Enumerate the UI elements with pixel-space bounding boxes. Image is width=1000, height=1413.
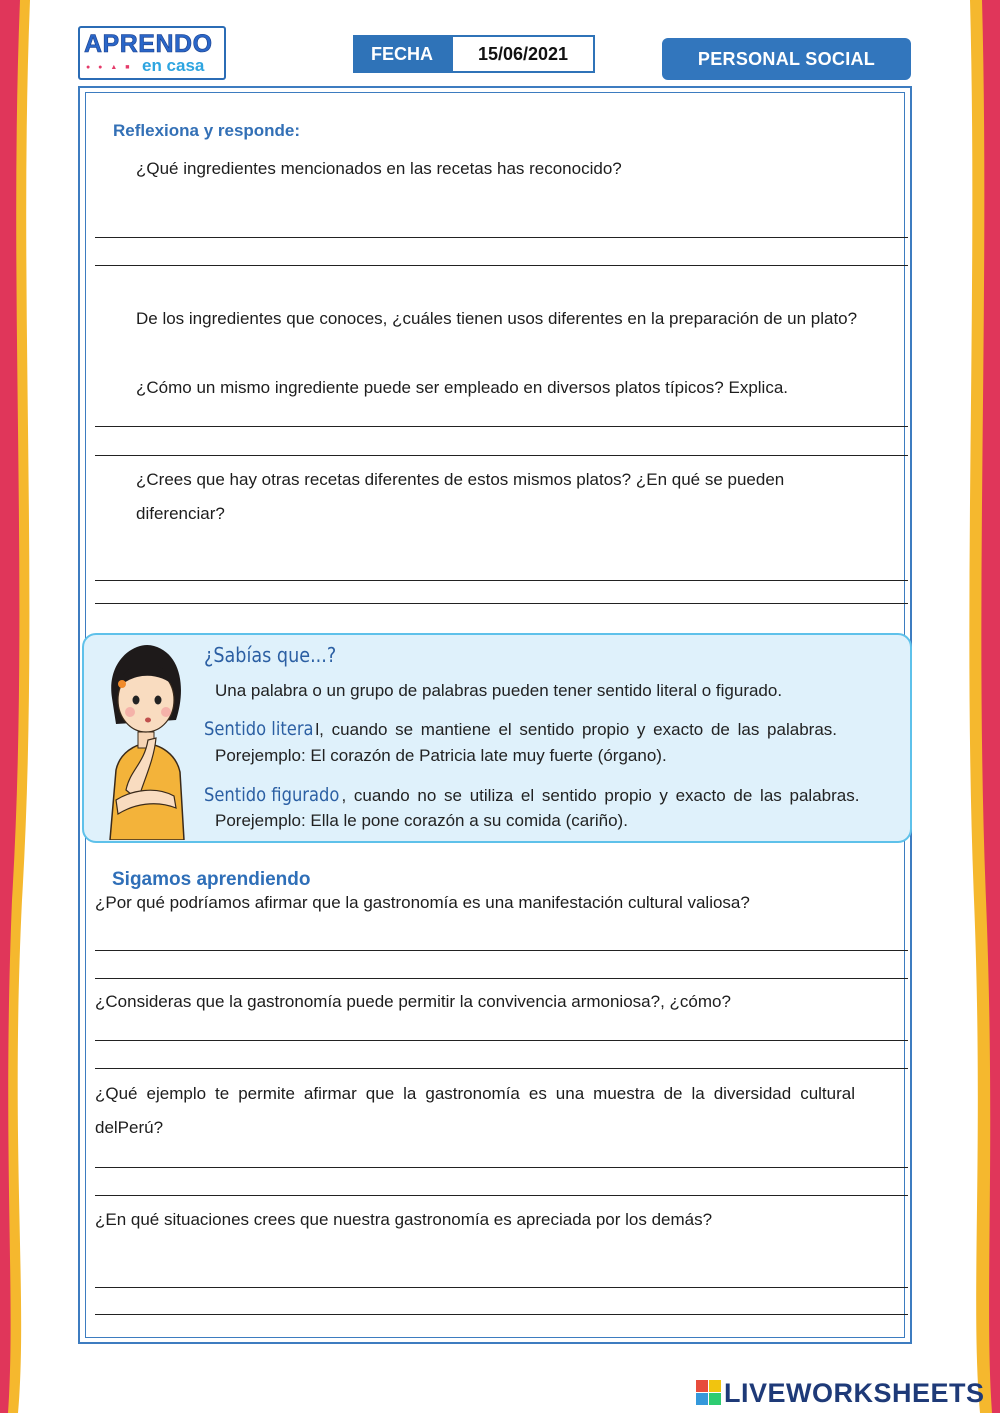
liveworksheets-text: LIVEWORKSHEETS — [724, 1377, 985, 1408]
answer-line[interactable] — [95, 580, 908, 581]
answer-line[interactable] — [95, 1195, 908, 1196]
sigamos-question-1: ¿Por qué podríamos afirmar que la gastronomía es una manifestación cultural valiosa? — [95, 893, 750, 912]
answer-line[interactable] — [95, 1040, 908, 1041]
answer-line[interactable] — [95, 455, 908, 456]
subject-badge: PERSONAL SOCIAL — [662, 38, 911, 80]
sigamos-question-4: ¿En qué situaciones crees que nuestra gastronomía es apreciada por los demás? — [95, 1210, 713, 1229]
logo-main-text: APRENDO — [84, 30, 213, 58]
answer-line[interactable] — [95, 603, 908, 604]
left-decorative-stripes — [0, 0, 48, 1413]
liveworksheets-brand — [696, 1376, 996, 1410]
fecha-label: FECHA — [353, 35, 451, 73]
reflexiona-question-2: De los ingredientes que conoces, ¿cuáles tienen usos diferentes en la preparación de un plato? — [136, 309, 858, 328]
right-decorative-stripes — [940, 0, 1000, 1413]
figurado-text: , cuando no se utiliza el sentido propio y exacto de las palabras. — [341, 786, 860, 805]
figurado-term: Sentido figurado — [204, 784, 340, 806]
fecha-value: 15/06/2021 — [451, 35, 595, 73]
figurado-definition — [204, 784, 894, 806]
answer-line[interactable] — [95, 1167, 908, 1168]
figurado-example: Porejemplo: Ella le pone corazón a su comida (cariño). — [215, 811, 628, 830]
answer-line[interactable] — [95, 426, 908, 427]
literal-definition — [204, 718, 894, 740]
logo-sub-text: en casa — [142, 56, 205, 75]
sabias-que-title: ¿Sabías que...? — [204, 643, 337, 667]
sigamos-heading: Sigamos aprendiendo — [112, 869, 311, 890]
liveworksheets-logo-icon — [696, 1380, 722, 1406]
answer-line[interactable] — [95, 237, 908, 238]
reflexiona-question-3: ¿Cómo un mismo ingrediente puede ser empleado en diversos platos típicos? Explica. — [136, 378, 789, 397]
reflexiona-heading: Reflexiona y responde: — [113, 121, 301, 140]
sigamos-question-2: ¿Consideras que la gastronomía puede permitir la convivencia armoniosa?, ¿cómo? — [95, 992, 731, 1011]
answer-line[interactable] — [95, 950, 908, 951]
reflexiona-question-1: ¿Qué ingredientes mencionados en las recetas has reconocido? — [136, 159, 622, 178]
sabias-intro: Una palabra o un grupo de palabras pueden tener sentido literal o figurado. — [215, 681, 783, 700]
answer-line[interactable] — [95, 1314, 908, 1315]
reflexiona-question-4: ¿Crees que hay otras recetas diferentes de estos mismos platos? ¿En qué se pueden diferenciar? — [136, 470, 785, 523]
sigamos-question-3: ¿Qué ejemplo te permite afirmar que la gastronomía es una muestra de la diversidad cultural delPerú? — [95, 1084, 855, 1137]
answer-line[interactable] — [95, 265, 908, 266]
literal-term: Sentido litera — [204, 718, 314, 740]
logo-dots-icon: ● ● ▲ ■ — [86, 64, 133, 71]
literal-text: l, cuando se mantiene el sentido propio y exacto de las palabras. — [315, 720, 837, 739]
girl-thinking-illustration — [96, 640, 192, 840]
answer-line[interactable] — [95, 1068, 908, 1069]
answer-line[interactable] — [95, 1287, 908, 1288]
literal-example: Porejemplo: El corazón de Patricia late muy fuerte (órgano). — [215, 746, 667, 765]
aprendo-en-casa-logo — [78, 26, 226, 80]
answer-line[interactable] — [95, 978, 908, 979]
